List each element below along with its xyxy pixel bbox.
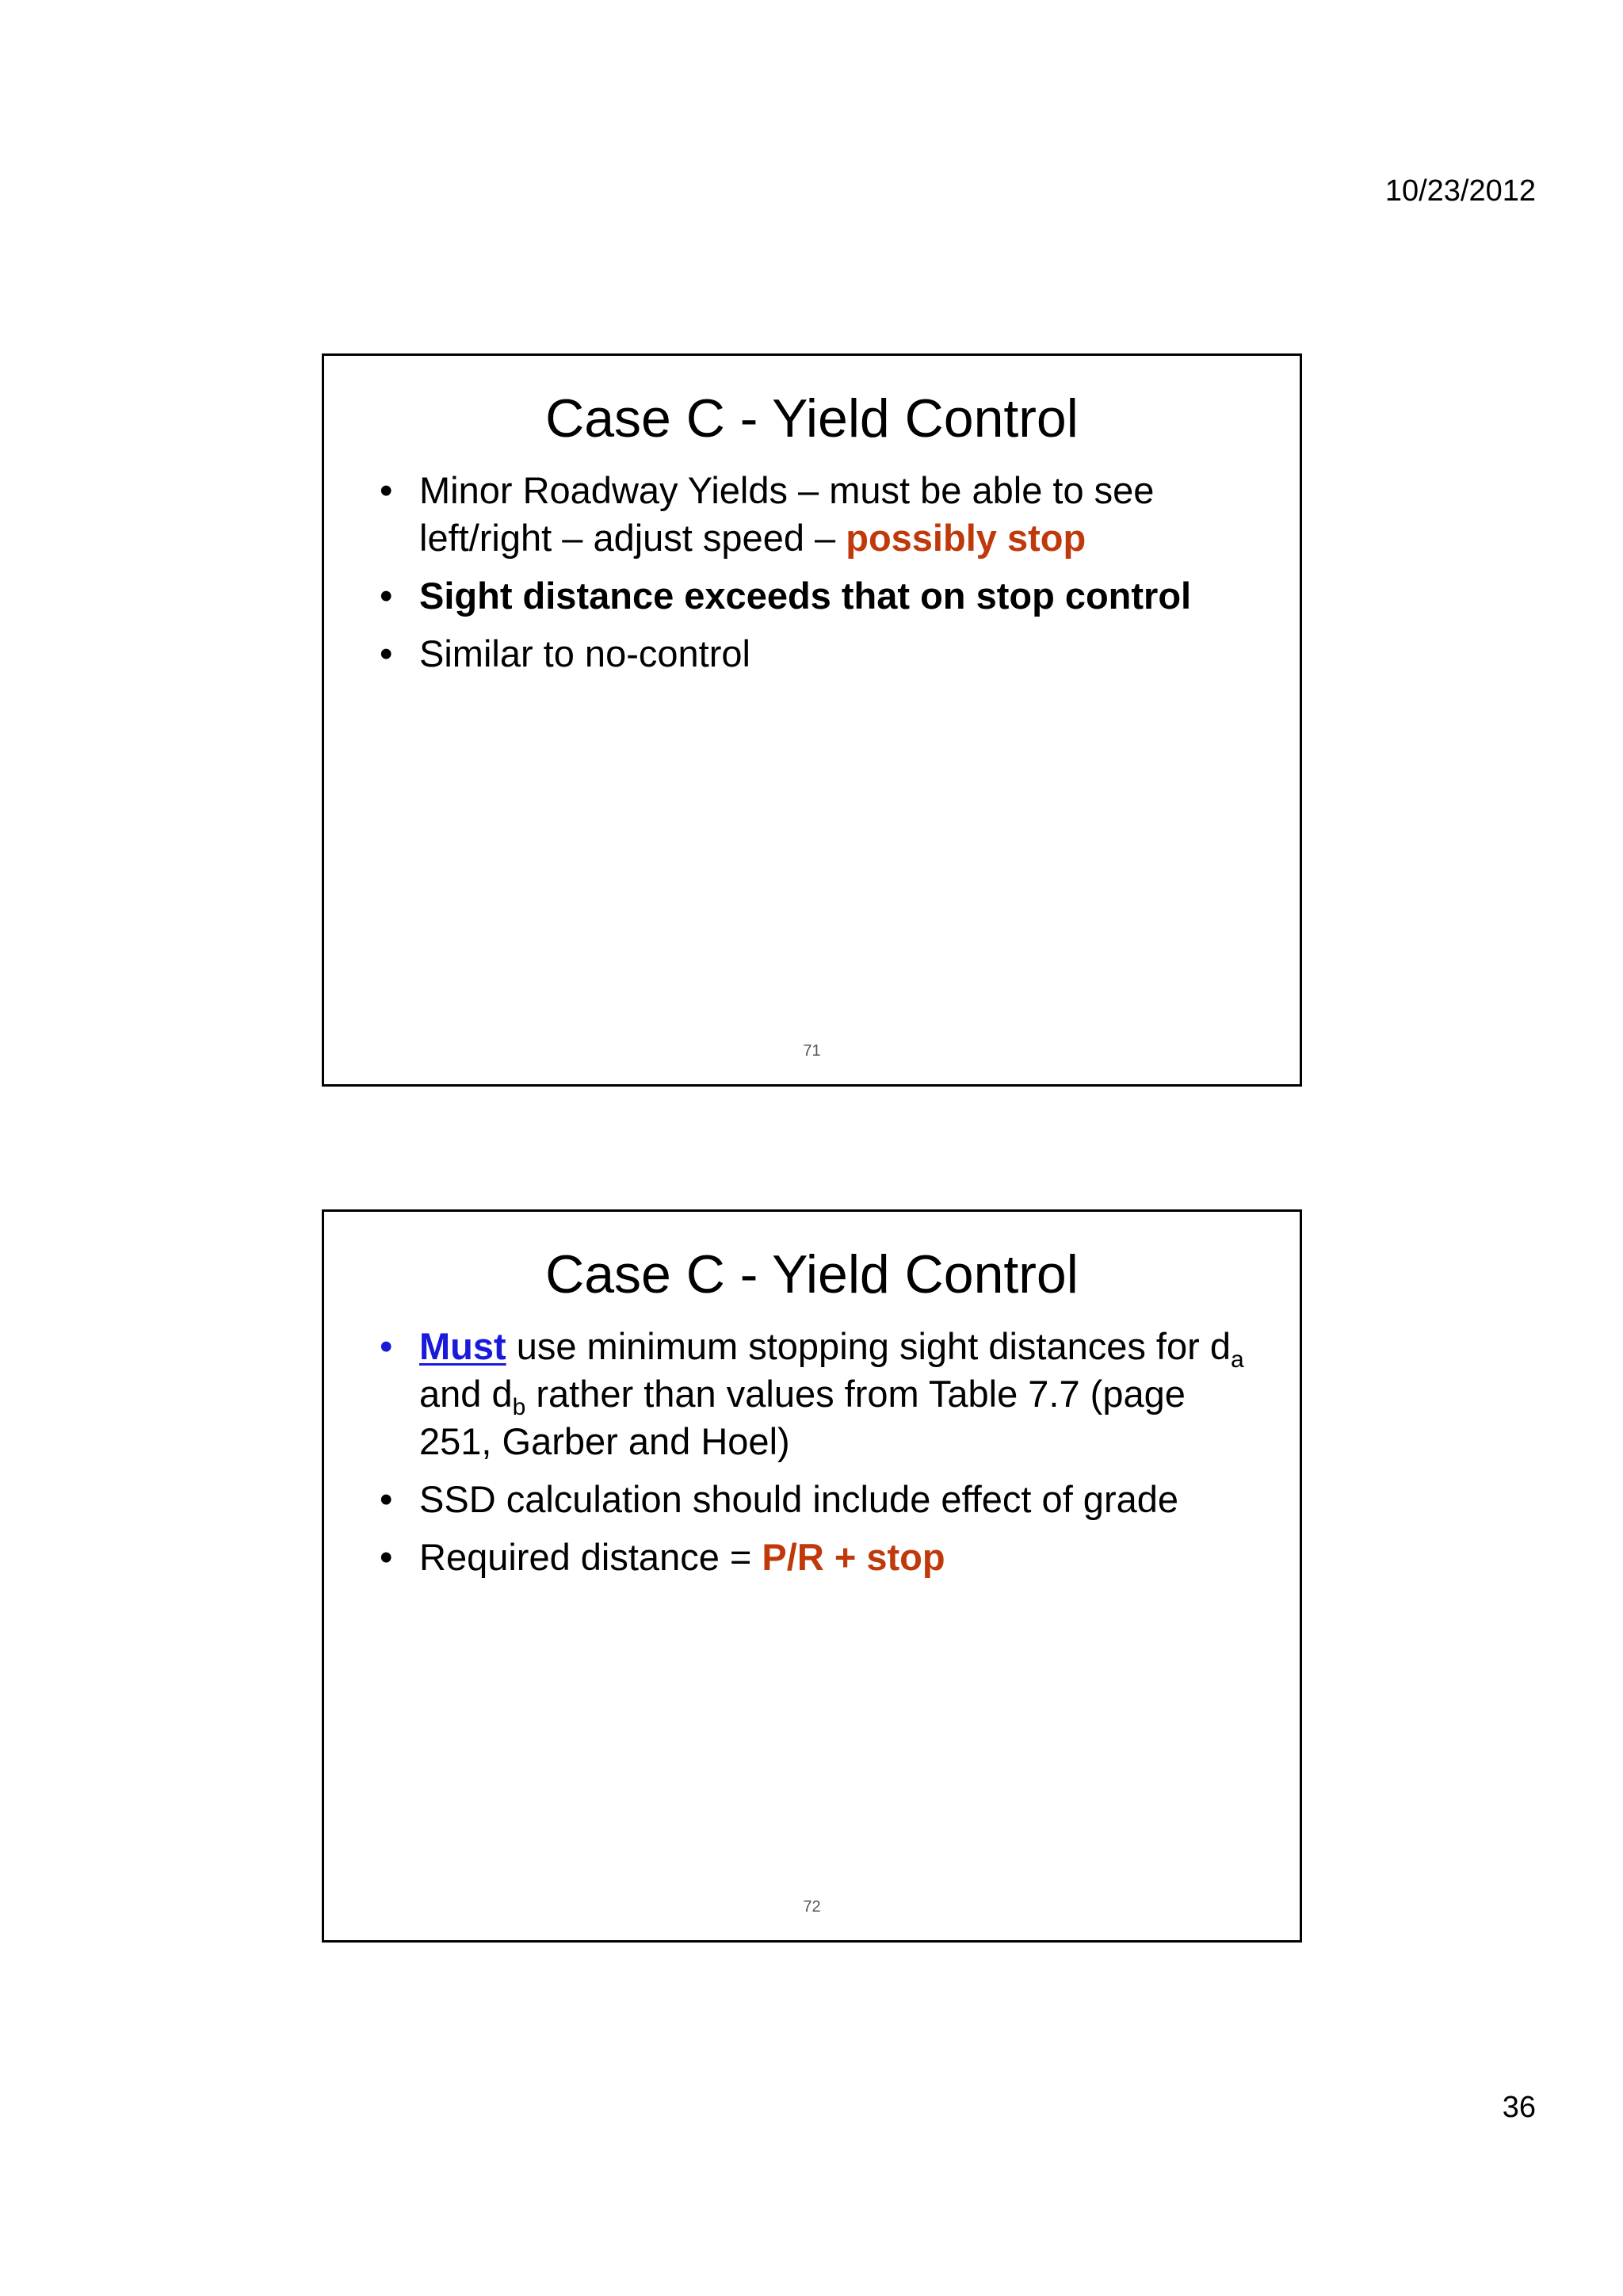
bullet-item [380, 1323, 1252, 1465]
bullet-item [380, 1534, 1252, 1581]
page-date: 10/23/2012 [1384, 174, 1536, 208]
bullet-item [380, 1476, 1252, 1523]
slide-title: Case C - Yield Control [545, 388, 1079, 449]
bullet-text: Minor Roadway Yields – must be able to see left/right – adjust speed – [419, 469, 1155, 559]
bullet-icon: • [380, 469, 393, 511]
bullet-icon: • [380, 575, 393, 617]
slide-number: 72 [803, 1898, 821, 1916]
bullet-icon: • [380, 1478, 393, 1520]
subscript-a: a [1230, 1347, 1244, 1373]
bullet-item [380, 572, 1252, 620]
bullet-text: rather than values from Table 7.7 (page 251, Garber and Hoel) [419, 1373, 1186, 1462]
bullet-text: SSD calculation should include effect of grade [419, 1478, 1179, 1520]
bullet-item [380, 630, 1252, 678]
bullet-text: Similar to no-control [419, 632, 750, 674]
slide-72 [322, 1209, 1302, 1943]
bullet-icon: • [380, 1325, 393, 1367]
must-link[interactable]: Must [419, 1325, 506, 1367]
page-number: 36 [1502, 2091, 1536, 2124]
bullet-item [380, 467, 1252, 562]
bullet-list [380, 467, 1252, 688]
slide-71 [322, 353, 1302, 1087]
emphasis-text: possibly stop [846, 517, 1086, 559]
slide-number: 71 [803, 1042, 821, 1060]
slide-title: Case C - Yield Control [545, 1244, 1079, 1305]
bullet-icon: • [380, 632, 393, 674]
bullet-list [380, 1323, 1252, 1591]
bullet-text: Required distance = [419, 1536, 762, 1578]
bullet-text: Sight distance exceeds that on stop control [419, 575, 1192, 617]
bullet-text: use minimum stopping sight distances for d [506, 1325, 1231, 1367]
subscript-b: b [512, 1394, 526, 1420]
emphasis-text: P/R + stop [762, 1536, 945, 1578]
bullet-icon: • [380, 1536, 393, 1578]
bullet-text: and d [419, 1373, 513, 1415]
